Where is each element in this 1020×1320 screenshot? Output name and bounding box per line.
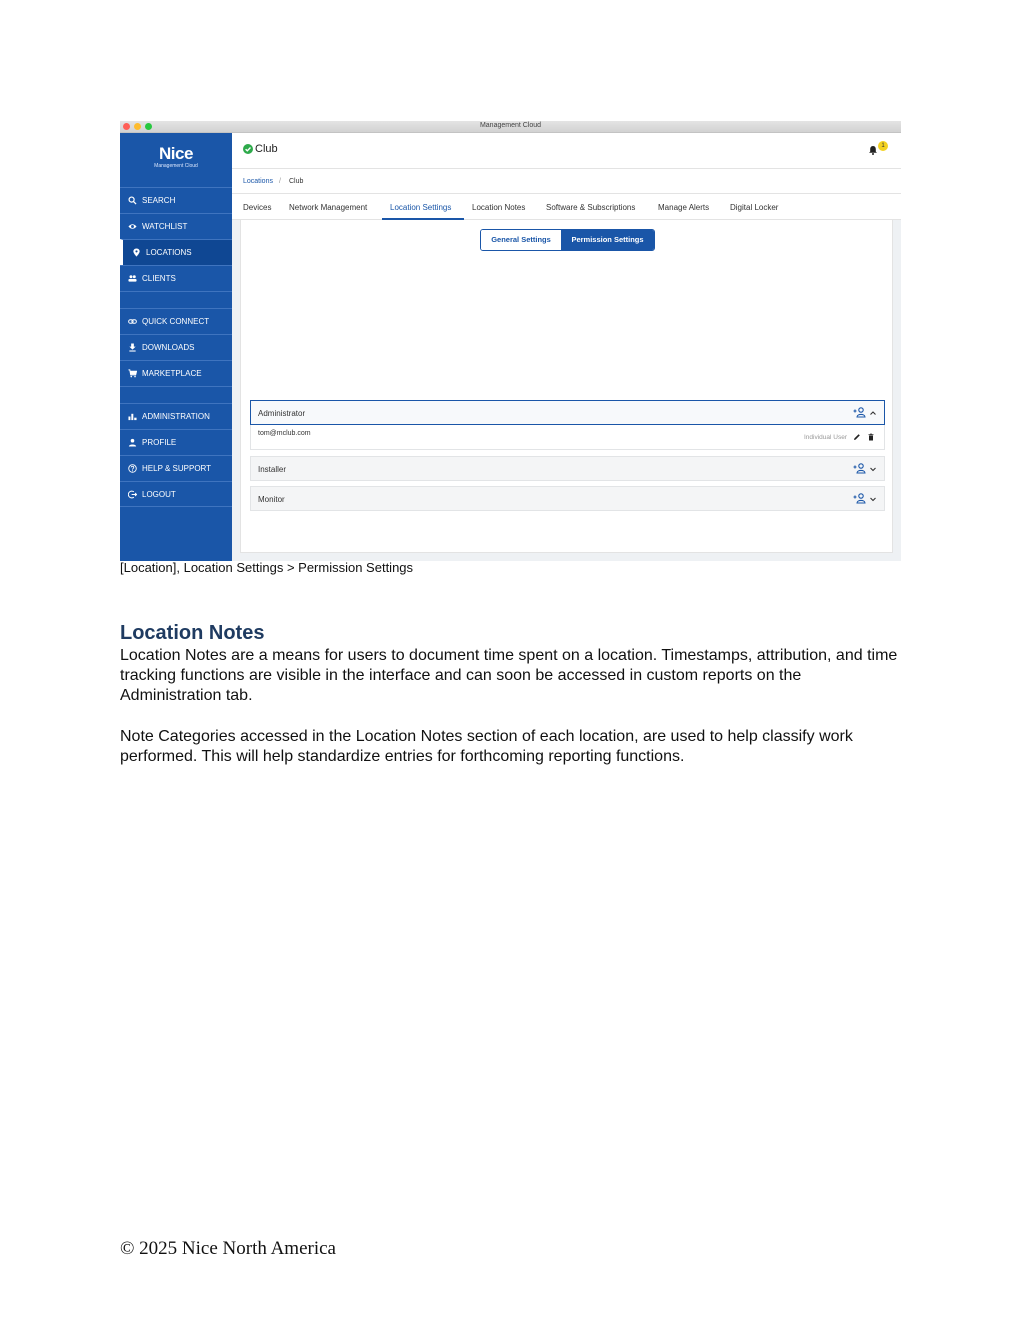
location-title: Club <box>255 143 278 155</box>
sidebar-item-label: WATCHLIST <box>142 222 188 231</box>
sidebar-item-label: DOWNLOADS <box>142 343 195 352</box>
app-screenshot <box>120 121 901 561</box>
window-title: Management Cloud <box>479 122 542 129</box>
role-installer[interactable] <box>250 456 885 481</box>
brand-logo[interactable] <box>120 133 232 187</box>
sidebar-item-marketplace[interactable] <box>120 360 232 386</box>
sidebar-divider <box>120 386 232 403</box>
sidebar-item-label: QUICK CONNECT <box>142 317 210 326</box>
tab-network-management[interactable]: Network Management <box>289 203 368 212</box>
sidebar-item-quick-connect[interactable] <box>120 308 232 334</box>
sidebar-item-downloads[interactable] <box>120 334 232 360</box>
sidebar-item-help-support[interactable] <box>120 455 232 481</box>
sidebar-item-label: PROFILE <box>142 438 177 447</box>
search-icon <box>128 196 137 205</box>
add-user-icon[interactable] <box>853 493 866 504</box>
sidebar-divider <box>120 291 232 308</box>
location-tabs <box>232 194 901 220</box>
cart-icon <box>128 369 137 378</box>
permission-settings-panel <box>240 220 893 553</box>
person-icon <box>128 438 137 447</box>
breadcrumb-separator: / <box>279 178 281 185</box>
admin-user-row <box>250 425 885 450</box>
map-pin-icon <box>132 248 141 257</box>
sidebar-item-profile[interactable] <box>120 429 232 455</box>
notification-badge: 1 <box>878 141 888 151</box>
sidebar <box>120 133 232 561</box>
copyright-footer: © 2025 Nice North America <box>120 1238 336 1259</box>
main-panel <box>232 133 901 561</box>
general-settings-button[interactable]: General Settings <box>481 230 561 250</box>
brand-subtitle: Management Cloud <box>154 163 198 169</box>
tab-location-notes[interactable]: Location Notes <box>472 203 526 212</box>
edit-pencil-icon[interactable] <box>853 433 861 441</box>
sidebar-item-label: CLIENTS <box>142 274 176 283</box>
role-title: Monitor <box>258 495 285 504</box>
user-type: Individual User <box>804 434 847 441</box>
bell-icon[interactable] <box>868 145 878 155</box>
sidebar-item-label: LOCATIONS <box>146 248 192 257</box>
add-user-icon[interactable] <box>853 407 866 418</box>
link-icon <box>128 317 137 326</box>
breadcrumb-current: Club <box>289 178 304 185</box>
bar-chart-icon <box>128 412 137 421</box>
figure-caption: [Location], Location Settings > Permission Settings <box>120 560 414 575</box>
online-status-icon <box>243 144 253 154</box>
sidebar-item-administration[interactable] <box>120 403 232 429</box>
breadcrumb <box>232 169 901 194</box>
tab-digital-locker[interactable]: Digital Locker <box>730 203 779 212</box>
sidebar-item-watchlist[interactable] <box>120 213 232 239</box>
role-monitor[interactable] <box>250 486 885 511</box>
role-administrator[interactable] <box>250 400 885 425</box>
sidebar-item-label: LOGOUT <box>142 489 176 499</box>
sidebar-item-label: SEARCH <box>142 196 176 205</box>
download-icon <box>128 343 137 352</box>
delete-trash-icon[interactable] <box>867 433 875 441</box>
tab-devices[interactable]: Devices <box>243 203 272 212</box>
paragraph: Note Categories accessed in the Location Notes section of each location, are used to help classify work performed. This will help standardize entries for forthcoming reporting functions. <box>120 728 853 765</box>
settings-toggle <box>480 229 655 251</box>
user-email: tom@mclub.com <box>258 430 311 437</box>
add-user-icon[interactable] <box>853 463 866 474</box>
chevron-up-icon[interactable] <box>869 409 877 417</box>
sidebar-item-locations[interactable] <box>120 239 232 265</box>
paragraph: Location Notes are a means for users to document time spent on a location. Timestamps, attribution, and time tracking functions are visible in the interface and can soon be accessed in custom reports on the Administration tab. <box>120 647 898 704</box>
breadcrumb-locations-link[interactable]: Locations <box>243 178 273 185</box>
tab-manage-alerts[interactable]: Manage Alerts <box>658 203 710 212</box>
sidebar-item-label: ADMINISTRATION <box>142 412 210 421</box>
window-titlebar <box>120 121 901 133</box>
sidebar-item-label: HELP & SUPPORT <box>142 464 212 473</box>
role-title: Installer <box>258 465 287 474</box>
sidebar-item-clients[interactable] <box>120 265 232 291</box>
brand-name: Nice <box>159 144 193 163</box>
tab-location-settings[interactable]: Location Settings <box>390 203 452 212</box>
sidebar-item-logout[interactable] <box>120 481 232 507</box>
eye-icon <box>128 222 137 231</box>
help-icon <box>128 464 137 473</box>
permission-settings-button[interactable]: Permission Settings <box>561 230 654 250</box>
chevron-down-icon[interactable] <box>869 465 877 473</box>
location-header <box>232 133 901 169</box>
role-title: Administrator <box>258 409 306 418</box>
chevron-down-icon[interactable] <box>869 495 877 503</box>
tab-software-subscriptions[interactable]: Software & Subscriptions <box>546 203 636 212</box>
people-icon <box>128 274 137 283</box>
sidebar-item-search[interactable] <box>120 187 232 213</box>
sidebar-item-label: MARKETPLACE <box>142 369 202 378</box>
logout-icon <box>128 490 137 499</box>
section-heading: Location Notes <box>120 622 265 644</box>
